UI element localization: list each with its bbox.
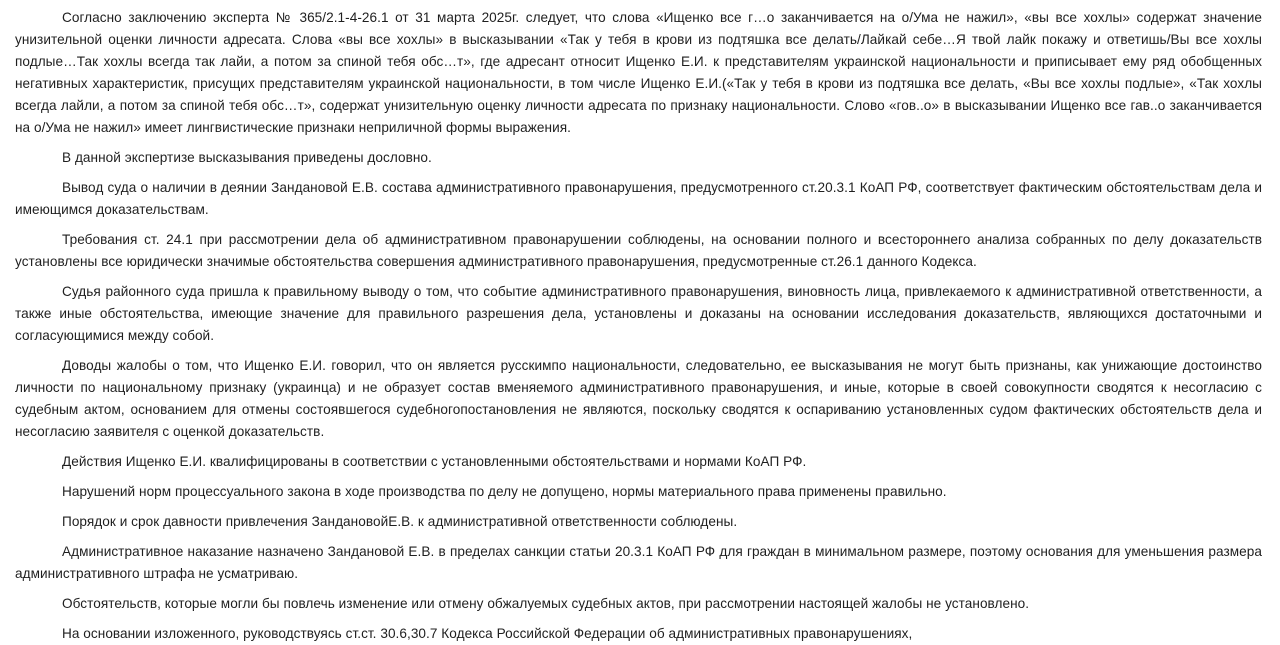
paragraph-expert-conclusion: Согласно заключению эксперта № 365/2.1-4-26.1 от 31 марта 2025г. следует, что слова «Ищенко все г…о заканчивается на о/Ума не нажил», «вы все хохлы» содержат значение унизительной оценки личности адресата. Слова «вы все хохлы» в высказывании «Так у тебя в крови из подтяшка все делать/Лайкай себе…Я твой лайк покажу и ответишь/Вы все хохлы подлые…Так хохлы всегда так лайи, а потом за спиной тебя обс…т», где адресант относит Ищенко Е.И. к представителям украинской национальности и приписывает ему ряд обобщенных негативных характеристик, присущих представителям украинской национальности, в том числе Ищенко Е.И.(«Так у тебя в крови из подтяшка все делать, «Вы все хохлы подлые», «Так хохлы всегда лайли, а потом за спиной тебя обс…т», содержат унизительную оценку личности адресата по признаку национальности. Слово «гов..о» в высказывании Ищенко все гав..о заканчивается на о/Ума не нажил» имеет лингвистические признаки неприличной формы выражения. <box>15 10 1262 135</box>
paragraph-judge-conclusion: Судья районного суда пришла к правильному выводу о том, что событие административного правонарушения, виновность лица, привлекаемого к административной ответственности, а также иные обстоятельства, имеющие значение для правильного разрешения дела, установлены и доказаны на основании исследования доказательств, являющихся достаточными и согласующимися между собой. <box>15 284 1262 343</box>
paragraph-circumstances: Обстоятельств, которые могли бы повлечь изменение или отмену обжалуемых судебных актов, при рассмотрении настоящей жалобы не установлено. <box>62 596 1030 611</box>
paragraph-court-conclusion: Вывод суда о наличии в деянии Зандановой Е.В. состава административного правонарушения, предусмотренного ст.20.3.1 КоАП РФ, соответствует фактическим обстоятельствам дела и имеющимся доказательствам. <box>15 180 1262 217</box>
paragraph-grounds: На основании изложенного, руководствуясь ст.ст. 30.6,30.7 Кодекса Российской Федерации об административных правонарушениях, <box>62 626 913 641</box>
paragraph-qualification: Действия Ищенко Е.И. квалифицированы в соответствии с установленными обстоятельствами и нормами КоАП РФ. <box>62 454 807 469</box>
paragraph-penalty: Административное наказание назначено Зандановой Е.В. в пределах санкции статьи 20.3.1 КоАП РФ для граждан в минимальном размере, поэтому основания для уменьшения размера административного штрафа не усматриваю. <box>15 544 1262 581</box>
paragraph-procedural-norms: Нарушений норм процессуального закона в ходе производства по делу не допущено, нормы материального права применены правильно. <box>62 484 947 499</box>
paragraph-article-24-1: Требования ст. 24.1 при рассмотрении дела об административном правонарушении соблюдены, на основании полного и всестороннего анализа собранных по делу доказательств установлены все юридически значимые обстоятельства совершения административного правонарушения, предусмотренные ст.26.1 данного Кодекса. <box>15 232 1262 269</box>
paragraph-complaint-arguments: Доводы жалобы о том, что Ищенко Е.И. говорил, что он является русскимпо национальности, следовательно, ее высказывания не могут быть признаны, как унижающие достоинство личности по национальному признаку (украинца) и не образует состав вменяемого административного правонарушения, и иные, которые в своей совокупности сводятся к несогласию с судебным актом, основанием для отмены состоявшегося судебногопостановления не являются, поскольку сводятся к оспариванию установленных судом фактических обстоятельств дела и несогласию заявителя с оценкой доказательств. <box>15 358 1262 439</box>
paragraph-limitation-period: Порядок и срок давности привлечения ЗандановойЕ.В. к административной ответственности соблюдены. <box>62 514 738 529</box>
paragraph-verbatim-note: В данной экспертизе высказывания приведены дословно. <box>62 150 432 165</box>
